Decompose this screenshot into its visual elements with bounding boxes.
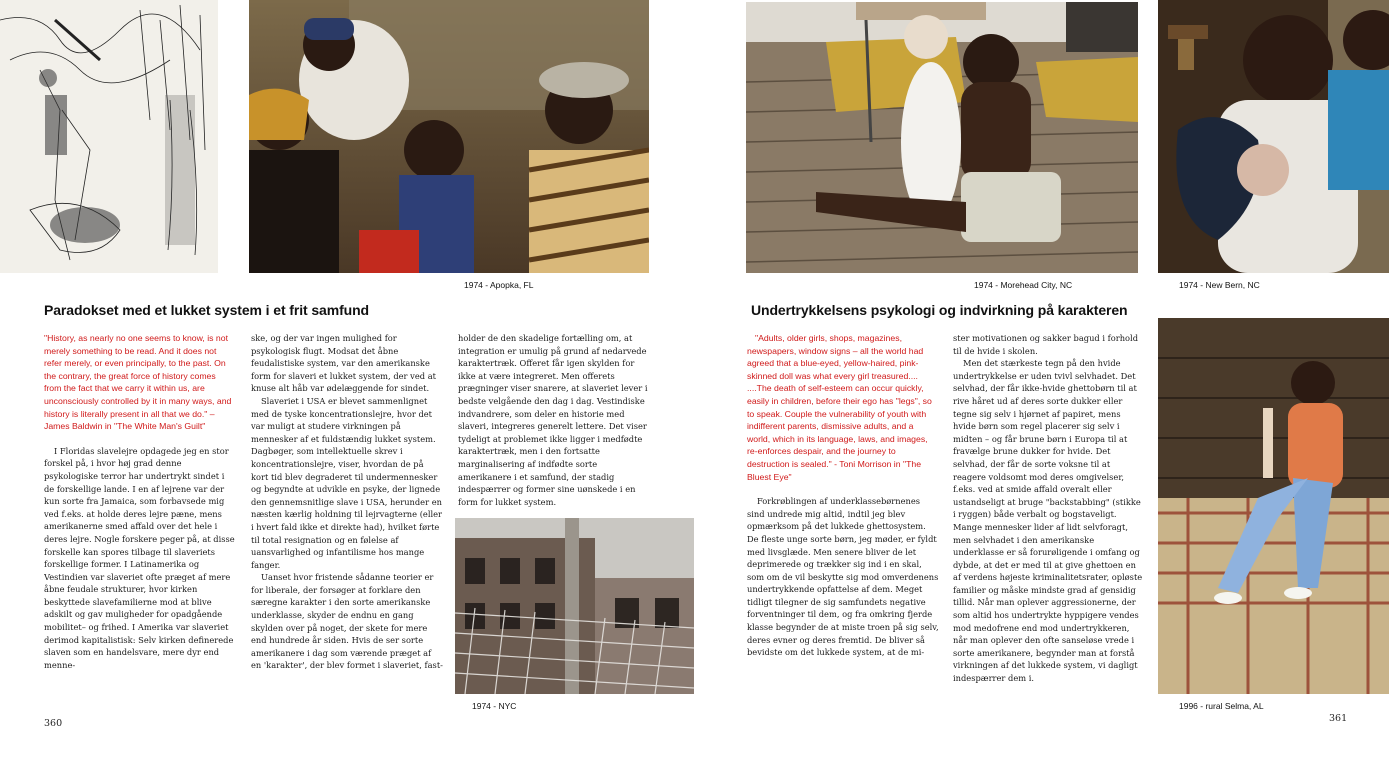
left-col1-text: I Floridas slavelejre opdagede jeg en stor forskel på, i hvor høj grad denne psykologiske terror har undertrykt sindet i de forskellige lande. I en af lejrene var der kun sorte fra Jamaica, som forbavsede mig ved f.eks. at holde deres lejre pæne, mens amerikanerne smed affald over det hele i deres lejre. Nogle forskere peger på, at disse forskelle kan spores tilbage til slaveriets forskellige former. I Latinamerika og Vestindien var slaveriet ofte præget af mere åbne feudale strukturer, hvor kirken beskyttede slavefamilierne mod at blive adskilt og gav muligheder for opadgående mobilitet– og frihed. I Amerika var slaveriet derimod kapitalistisk: Selv kirken definerede slaven som en handelsvare, mere dyr end menne- <box>44 445 235 670</box>
left-col2-text-3: Uanset hvor fristende sådanne teorier er for liberale, der forsøger at forklare den særegne karakter i den sorte amerikanske underklasse, skyder de endnu en gang skylden over på noget, der skete for mere end hundrede år siden. Hvis de ser sorte amerikanere i dag som værende præget af en 'karakter', der blev formet i slaveriet, fast- <box>251 572 443 671</box>
engraving-illustration-icon <box>0 0 218 273</box>
morehead-photo <box>746 2 1138 273</box>
nyc-photo <box>455 518 694 694</box>
right-col2-text-1: ster motivationen og sakker bagud i forhold til de hvide i skolen. <box>953 333 1139 356</box>
right-col-1 <box>747 332 939 704</box>
left-col-1 <box>44 332 235 704</box>
new-bern-caption: 1974 - New Bern, NC <box>1179 280 1260 290</box>
left-col-3 <box>458 332 650 512</box>
selma-photo <box>1158 318 1389 694</box>
apopka-photo <box>249 0 649 273</box>
left-col3-text: holder de den skadelige fortælling om, at integration er umulig på grund af nedarvede karaktertræk. Offeret får igen skylden for ikke at være integreret. Men offerets prægninger viser snarere, at slaveriet lever i bedste velgående den dag i dag. Vestindiske indvandrere, som deler en historie med slaveri, integreres generelt lettere. Det viser tydeligt at problemet ikke ligger i medfødte karaktertræk, men i den fortsatte marginalisering af indfødte sorte amerikanere i et samfund, der stadig indespærrer og former sine uønskede i en form for lukket system. <box>458 333 648 507</box>
selma-caption: 1996 - rural Selma, AL <box>1179 701 1264 711</box>
right-page-number: 361 <box>1329 713 1348 724</box>
right-col1-text: Forkrøblingen af underklassebørnenes sind undrede mig altid, indtil jeg blev opmærksom på det lukkede ghettosystem. De fleste unge sorte børn, jeg møder, er fyldt med livsglæde. Men senere bliver de let deprimerede og trækker sig ind i en skal, som om de vil beskytte sig mod omverdenens undertrykkende opfattelse af dem. Meget tidligt tilegner de sig samfundets negative forventninger til dem, og fra omkring fjerde klasse begynder de at miste troen på sig selv, deres evner og deres fremtid. De bliver så bevidste om det lukkede system, at de mi- <box>747 496 939 658</box>
morrison-quote-1: "Adults, older girls, shops, magazines, newspapers, window signs – all the world had agreed that a blue-eyed, yellow-haired, pink-skinned doll was what every girl treasured.... <box>747 333 924 381</box>
left-article-heading: Paradokset med et lukket system i et frit samfund <box>44 302 369 318</box>
right-col-2 <box>953 332 1144 704</box>
left-page-number: 360 <box>44 718 63 729</box>
left-col-2 <box>251 332 443 704</box>
morehead-caption: 1974 - Morehead City, NC <box>974 280 1073 290</box>
baldwin-quote: "History, as nearly no one seems to know, is not merely something to be read. And it does not refer merely, or even principally, to the past. On the contrary, the great force of history comes from the fact that we carry it within us, are unconsciously controlled by it in many ways, and history is literally present in all that we do." – James Baldwin in "The White Man's Guilt" <box>44 333 232 432</box>
left-col2-text-2: Slaveriet i USA er blevet sammenlignet med de tyske koncentrationslejre, hvor det var muligt at studere virkningen på mennesker af et fuldstændig lukket system. Dagbøger, som intellektuelle skrev i koncentrationslejre, viser, hvordan de på kort tid blev degraderet til undermennesker og begyndte at udvikle en psyke, der lignede den gennemsnitlige slave i USA, herunder en næsten kærlig holdning til lejrvagterne (eller i hvert fald ikke et direkte had), hvilket førte til total resignation og en følelse af uansvarlighed og infantilisme hos mange fanger. <box>251 395 443 570</box>
engraving-photo <box>0 0 218 273</box>
right-col2-text-2: Men det stærkeste tegn på den hvide undertrykkelse er uden tvivl selvhadet. Det selvhad, der får ikke-hvide ghettobørn til at rive håret ud af deres sorte dukker eller tegne sig selv i hjørnet af papiret, mens hvide børn som regel placerer sig selv i midten – og får brune børn i Europa til at fravælge brune dukker for hvide. Det selvhad, der får de sorte voksne til at reagere voldsomt mod deres omgivelser, f.eks. ved at smide affald overalt eller ustandseligt at bruge "backstabbing" (stikke i ryggen) både verbalt og bogstaveligt. Mange mennesker lider af lidt selvforagt, men selvhadet i den amerikanske underklasse er så forurøligende i omfang og dybde, at det er med til at give ghettoen en af verdens højeste kriminalitetsrater, opløste familier og måske mindste grad af gensidig tillid. Når man oplever aggressionerne, der som altid hos undertrykte hyppigere vendes mod medofrene end mod undertrykkeren, når man oplever den ofte sanseløse vrede i sorte amerikanere, begynder man at forstå virkningen af det lukkede system, vi dagligt indespærrer dem i. <box>953 358 1143 684</box>
nyc-caption: 1974 - NYC <box>472 701 517 711</box>
new-bern-photo <box>1158 0 1389 273</box>
left-col2-text-1: ske, og der var ingen mulighed for psykologisk flugt. Modsat det åbne feudalistiske system, var den amerikanske form for slaveri et lukket system, der ved at knuse alt håb var ødelæggende for sindet. <box>251 333 436 394</box>
morrison-quote-2: ....The death of self-esteem can occur quickly, easily in children, before their ego has "legs", so to speak. Couple the vulnerability of youth with indifferent parents, dismissive adults, and a world, which in its language, laws, and images, re-enforces despair, and the journey to destruction is sealed." - Toni Morrison in "The Bluest Eye" <box>747 383 932 482</box>
right-article-heading: Undertrykkelsens psykologi og indvirkning på karakteren <box>751 302 1128 318</box>
apopka-caption: 1974 - Apopka, FL <box>464 280 534 290</box>
